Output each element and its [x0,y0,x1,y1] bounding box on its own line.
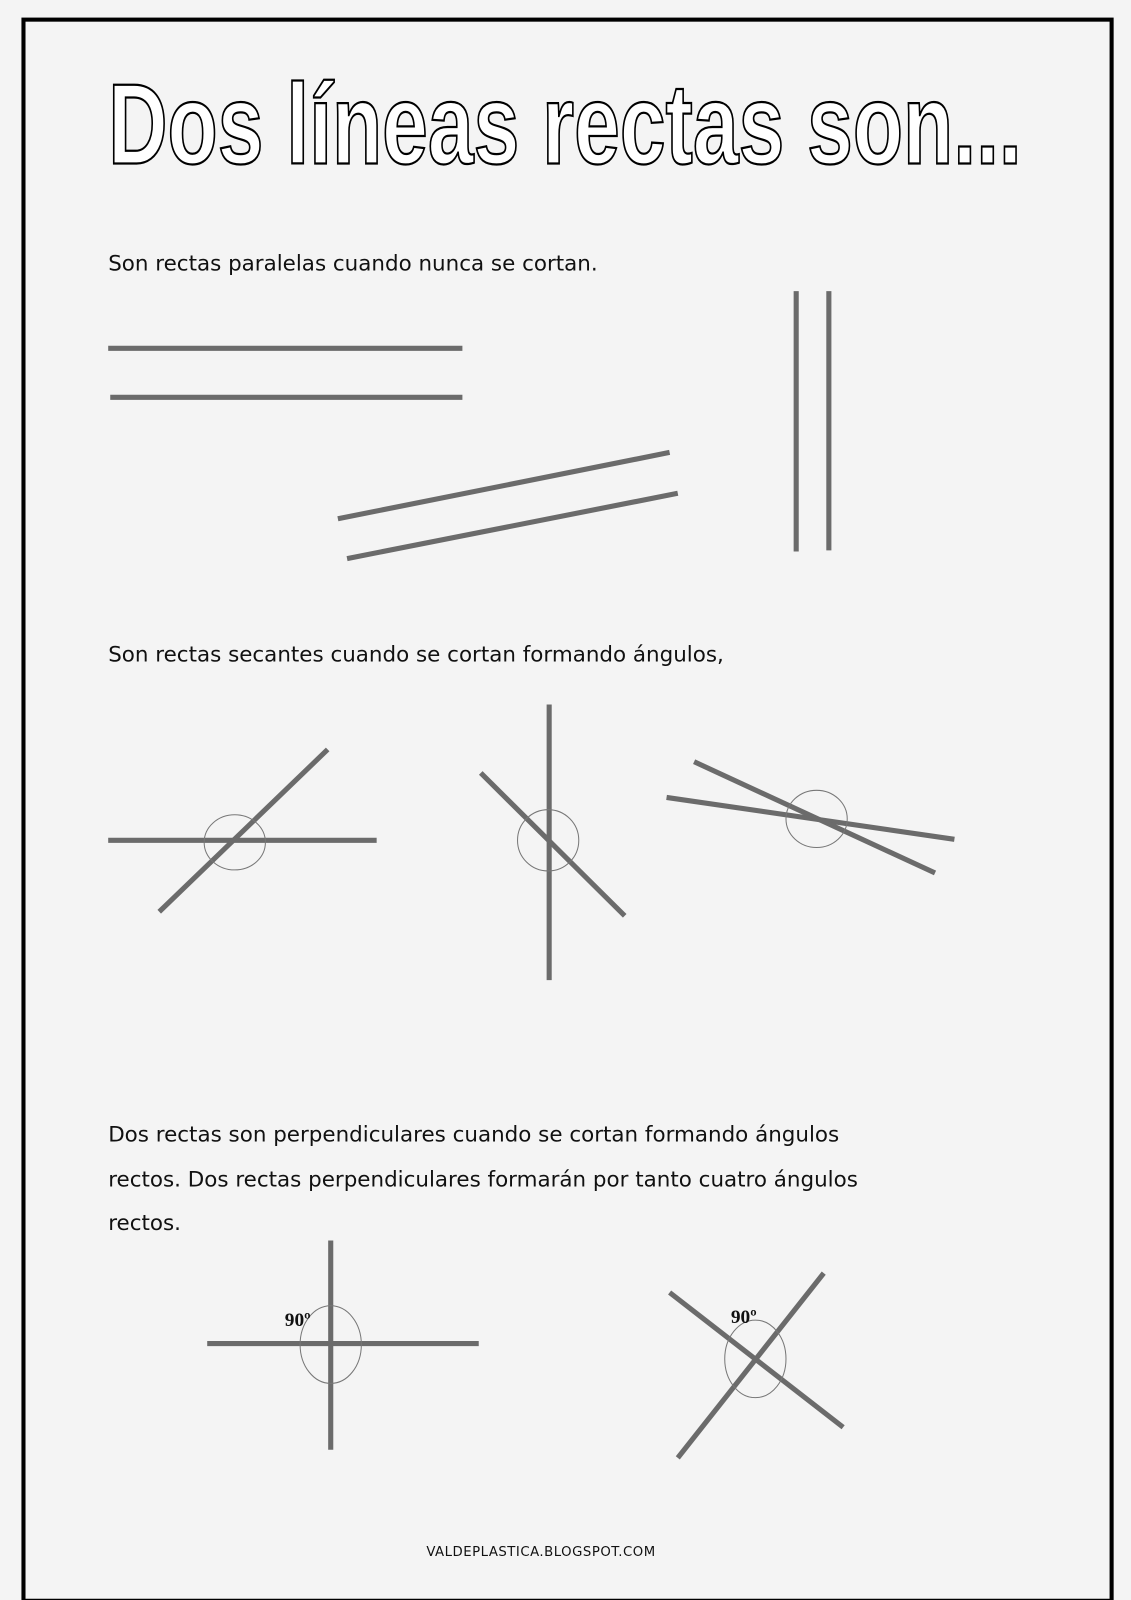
secant-description: Son rectas secantes cuando se cortan formando ángulos, [108,642,724,668]
angle-label: 90º [730,1307,757,1329]
svg-text:rectos. Dos rectas perpendicul: rectos. Dos rectas perpendiculares formarán por tanto cuatro ángulos [108,1167,858,1193]
svg-text:rectos.: rectos. [108,1211,181,1237]
angle-label: 90º [284,1310,311,1332]
svg-text:Dos rectas son perpendiculares: Dos rectas son perpendiculares cuando se cortan formando ángulos [108,1122,840,1148]
page-title: Dos líneas rectas son... [108,61,1022,189]
footer-url: VALDEPLASTICA.BLOGSPOT.COM [426,1544,656,1560]
parallel-description: Son rectas paralelas cuando nunca se cortan. [108,251,598,277]
